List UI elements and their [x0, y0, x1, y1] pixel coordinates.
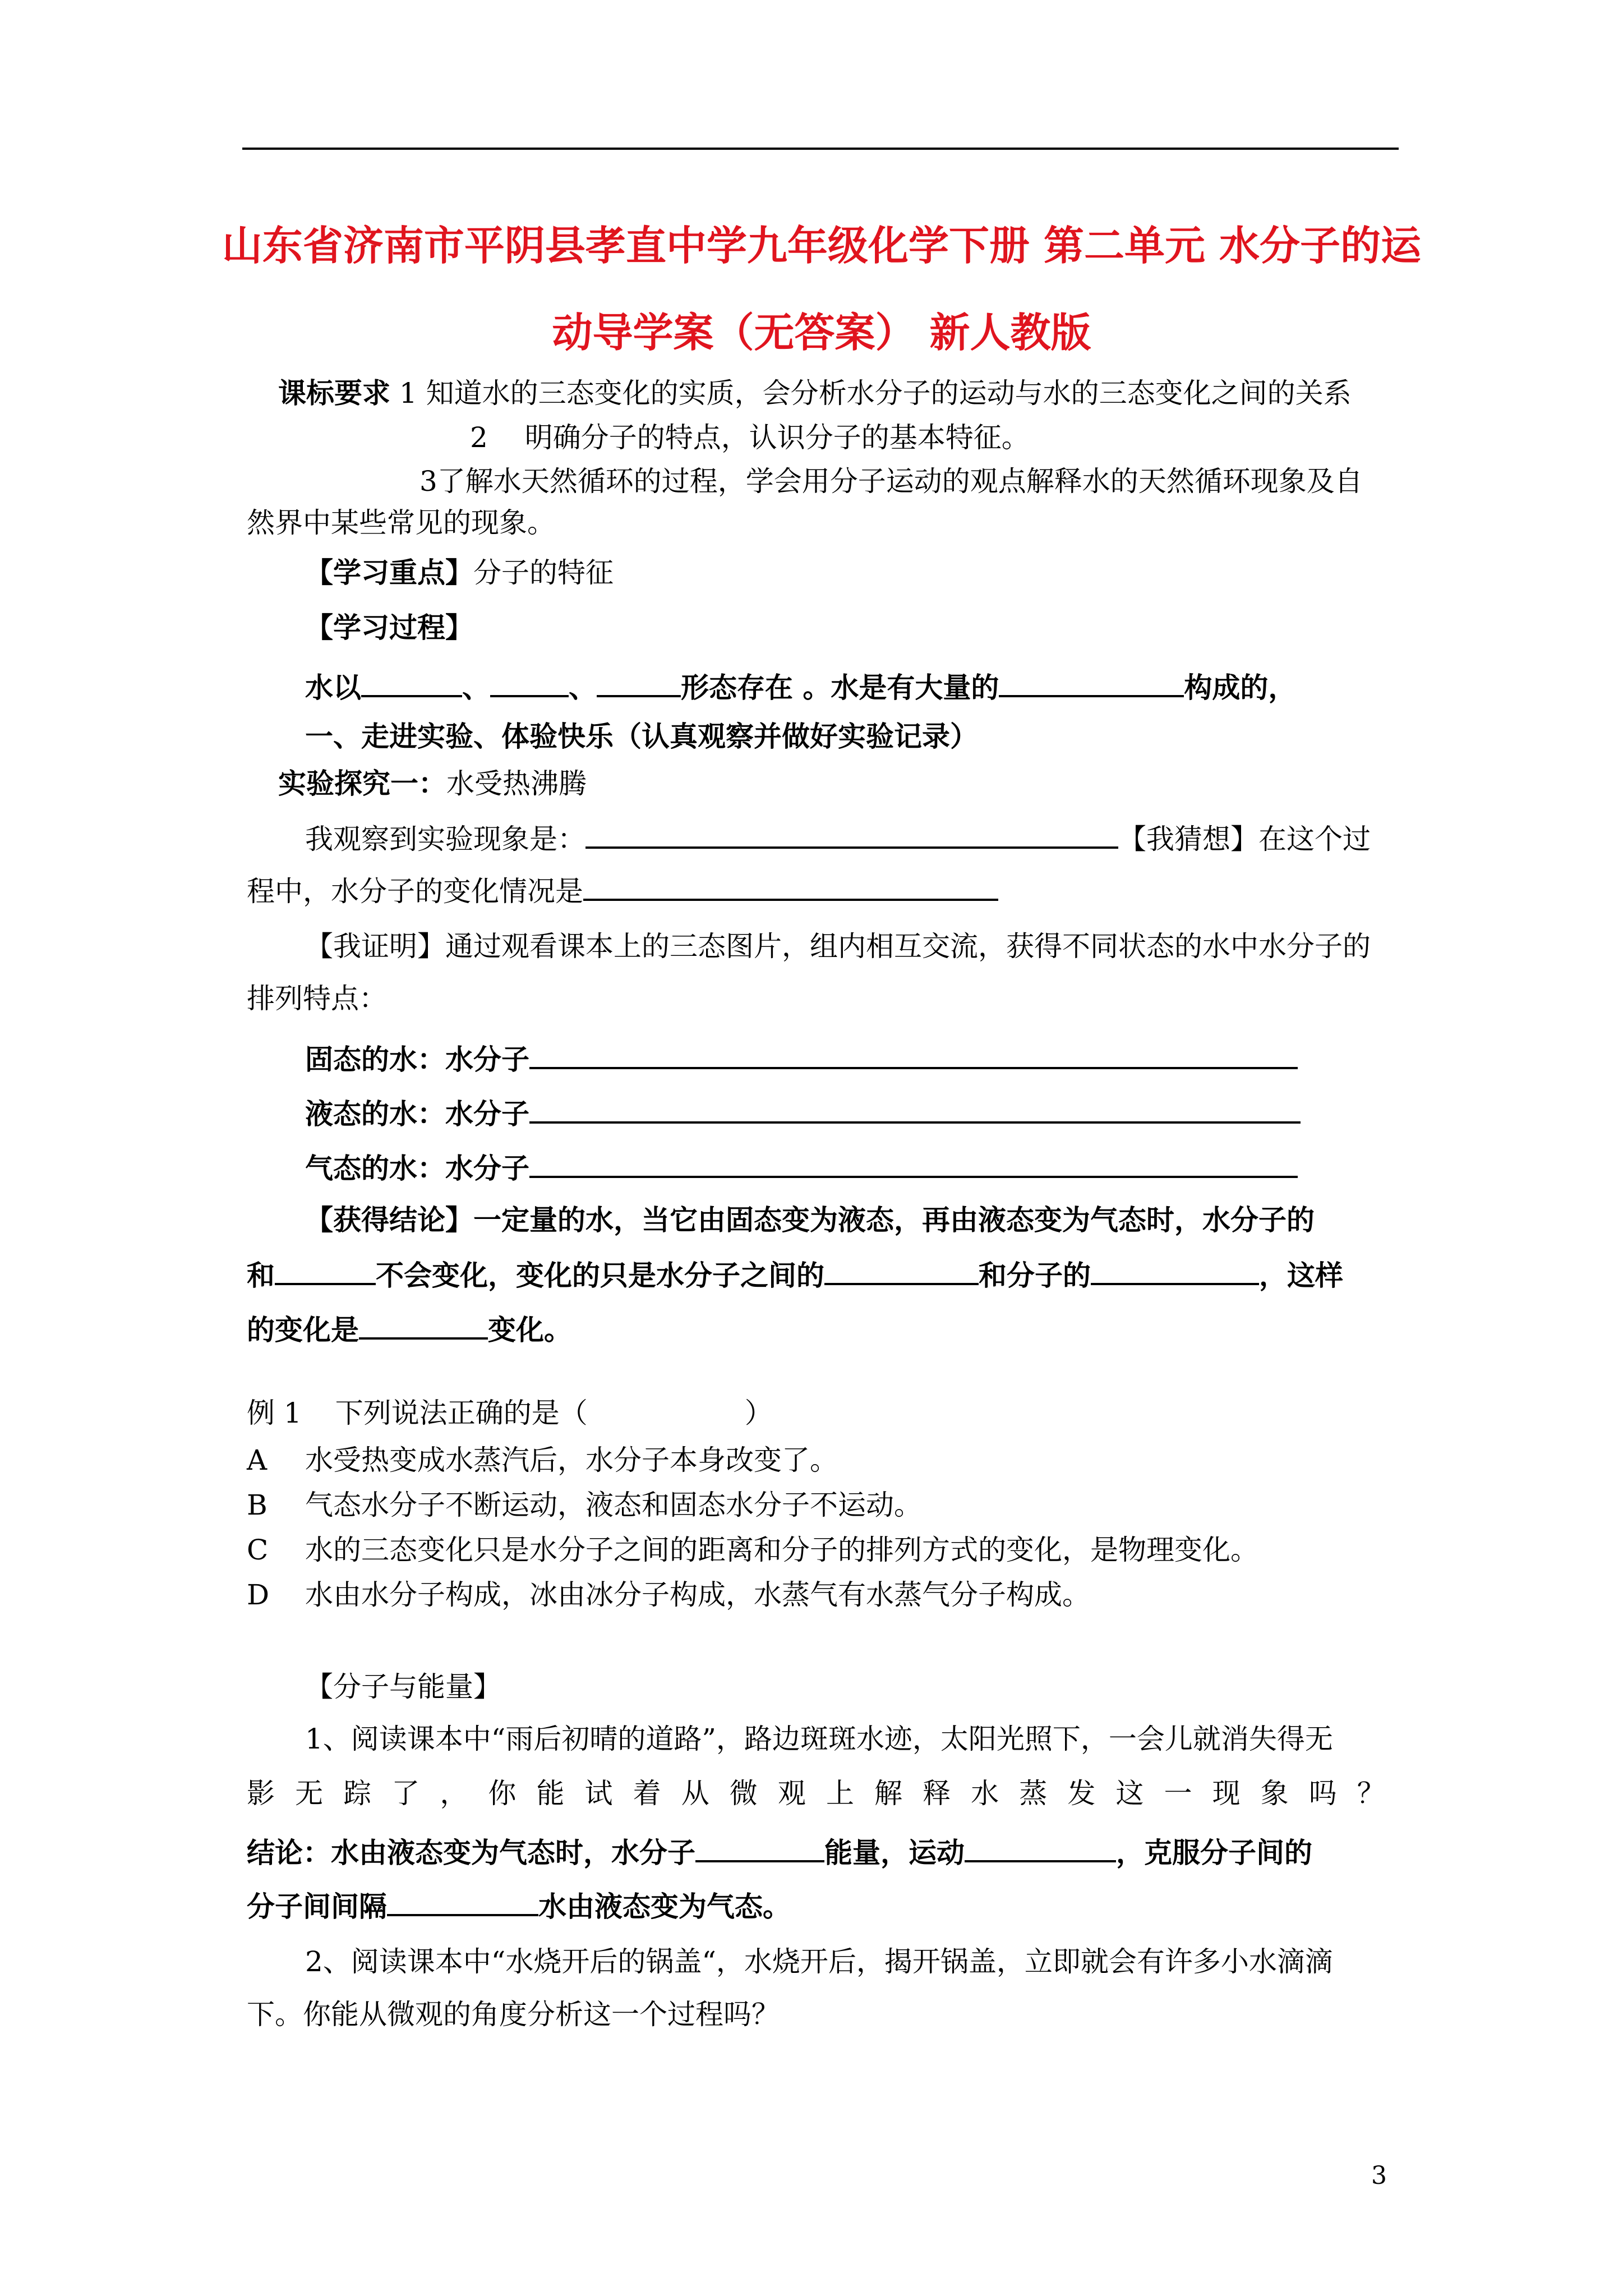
spaced-char: 能	[536, 1777, 565, 1810]
spaced-char: 着	[633, 1777, 661, 1810]
fill1-text-b: 、	[462, 671, 490, 704]
blank[interactable]	[824, 1258, 979, 1285]
energy-c2: 能量，运动	[824, 1837, 965, 1869]
spaced-char: 踪	[343, 1777, 372, 1810]
energy-c3: ，克服分子间的	[1116, 1837, 1312, 1869]
blank[interactable]	[597, 670, 681, 697]
blank[interactable]	[585, 822, 1118, 849]
experiment-1-label: 实验探究一：	[278, 767, 446, 800]
state-solid	[305, 1042, 1298, 1074]
energy-q1b	[247, 1777, 1385, 1810]
spaced-char: 无	[295, 1777, 324, 1810]
energy-q2b: 下。你能从微观的角度分析这一个过程吗？	[247, 1998, 780, 2031]
spaced-char: 解	[874, 1777, 903, 1810]
blank[interactable]	[529, 1151, 1298, 1178]
standards-item2: 2 明确分子的特点，认识分子的基本特征。	[470, 421, 1030, 454]
process-label: 【学习过程】	[305, 611, 473, 644]
spaced-char: 蒸	[1019, 1777, 1048, 1810]
option-letter: A	[247, 1444, 268, 1476]
blank[interactable]	[359, 1313, 488, 1340]
prove-text-a: 通过观看课本上的三态图片，组内相互交流，获得不同状态的水中水分子的	[445, 930, 1371, 963]
spaced-char: ，	[440, 1777, 468, 1810]
spaced-char: 一	[1164, 1777, 1192, 1810]
conclusion-b4: ，这样	[1259, 1259, 1343, 1292]
spaced-char: 发	[1067, 1777, 1096, 1810]
option-text: 气态水分子不断运动，液态和固态水分子不运动。	[305, 1489, 922, 1521]
energy-q1a: 1、阅读课本中“雨后初晴的道路”，路边斑斑水迹，太阳光照下，一会儿就消失得无	[305, 1723, 1333, 1755]
experiment-1	[278, 767, 587, 800]
energy-label: 【分子与能量】	[305, 1671, 501, 1703]
energy-conclusion-line-1	[247, 1835, 1312, 1867]
option-a[interactable]	[247, 1446, 838, 1474]
state-gas	[305, 1151, 1298, 1185]
blank[interactable]	[490, 670, 569, 697]
option-b[interactable]	[247, 1491, 922, 1519]
fill1-text-a: 水以	[305, 671, 361, 704]
spaced-char: 试	[584, 1777, 613, 1810]
prove-line	[305, 930, 1371, 963]
state-liquid-label: 液态的水：水分子	[305, 1098, 529, 1130]
doc-title-line1: 山东省济南市平阴县孝直中学九年级化学下册 第二单元 水分子的运	[222, 222, 1422, 269]
page-number: 3	[1371, 2161, 1387, 2190]
standards-item1: 1 知道水的三态变化的实质，会分析水分子的运动与水的三态变化之间的关系	[399, 377, 1352, 409]
standards-item3b: 然界中某些常见的现象。	[247, 507, 555, 539]
spaced-char: ？	[1357, 1777, 1385, 1810]
example-stem	[247, 1399, 773, 1427]
blank[interactable]	[529, 1042, 1298, 1069]
option-letter: D	[247, 1579, 270, 1611]
standards-item3a: 3了解水天然循环的过程，学会用分子运动的观点解释水的天然循环现象及自	[419, 465, 1363, 498]
conclusion-line-2	[247, 1258, 1343, 1290]
header-rule	[242, 148, 1399, 150]
guess-label: 【我猜想】	[1118, 823, 1258, 855]
spaced-char: 水	[971, 1777, 999, 1810]
option-letter: B	[247, 1489, 268, 1521]
spaced-char: 了	[391, 1777, 420, 1810]
option-d[interactable]	[247, 1581, 1090, 1609]
spaced-char: 影	[247, 1777, 275, 1810]
fill1-text-c: 、	[569, 671, 597, 704]
blank[interactable]	[1091, 1258, 1259, 1285]
focus-line	[305, 556, 614, 589]
focus-label: 【学习重点】	[305, 556, 473, 589]
observe-text-b: 程中，水分子的变化情况是	[247, 875, 583, 908]
spaced-char: 吗	[1308, 1777, 1337, 1810]
state-solid-label: 固态的水：水分子	[305, 1043, 529, 1076]
option-letter: C	[247, 1534, 269, 1566]
doc-title-line2: 动导学案（无答案） 新人教版	[552, 309, 1091, 356]
example-stem-text: 下列说法正确的是（	[335, 1397, 588, 1429]
spaced-char: 这	[1115, 1777, 1144, 1810]
prove-label: 【我证明】	[305, 930, 445, 963]
prove-text-b: 排列特点：	[247, 982, 387, 1015]
fill1-text-e: 构成的，	[1184, 671, 1297, 704]
example-close-paren: ）	[744, 1397, 773, 1429]
spaced-char: 释	[923, 1777, 951, 1810]
blank[interactable]	[695, 1835, 824, 1862]
example-label: 例 1	[247, 1397, 302, 1429]
fill1-text-d: 形态存在 。水是有大量的	[681, 671, 999, 704]
section-1-heading: 一、走进实验、体验快乐（认真观察并做好实验记录）	[305, 720, 978, 753]
state-liquid	[305, 1097, 1301, 1128]
fill-line-1	[305, 670, 1296, 702]
option-text: 水的三态变化只是水分子之间的距离和分子的排列方式的变化，是物理变化。	[305, 1534, 1258, 1566]
energy-d2: 水由液态变为气态。	[538, 1890, 791, 1923]
blank[interactable]	[999, 670, 1184, 697]
spaced-char: 上	[826, 1777, 854, 1810]
energy-q2a: 2、阅读课本中“水烧开后的锅盖“，水烧开后，揭开锅盖，立即就会有许多小水滴滴	[305, 1945, 1333, 1978]
conclusion-text-a: 一定量的水，当它由固态变为液态，再由液态变为气态时，水分子的	[473, 1204, 1315, 1236]
observe-line	[305, 822, 1371, 853]
conclusion-line-3	[247, 1313, 572, 1344]
observe-text: 我观察到实验现象是：	[305, 823, 585, 855]
guess-text: 在这个过	[1258, 823, 1371, 855]
spaced-char: 微	[729, 1777, 758, 1810]
conclusion-b2: 不会变化，变化的只是水分子之间的	[376, 1259, 824, 1292]
conclusion-b3: 和分子的	[979, 1259, 1091, 1292]
spaced-char: 从	[681, 1777, 709, 1810]
option-c[interactable]	[247, 1536, 1258, 1564]
spaced-char: 你	[488, 1777, 517, 1810]
conclusion-label: 【获得结论】	[305, 1204, 473, 1236]
blank[interactable]	[275, 1258, 376, 1285]
state-gas-label: 气态的水：水分子	[305, 1152, 529, 1185]
spaced-char: 现	[1212, 1777, 1241, 1810]
blank[interactable]	[387, 1889, 538, 1916]
conclusion-line-1	[305, 1206, 1315, 1234]
blank[interactable]	[583, 874, 998, 901]
conclusion-c1: 的变化是	[247, 1314, 359, 1346]
energy-d1: 分子间间隔	[247, 1890, 387, 1923]
spaced-char: 象	[1260, 1777, 1289, 1810]
conclusion-b1: 和	[247, 1259, 275, 1292]
experiment-1-text: 水受热沸腾	[446, 767, 587, 800]
spaced-char: 观	[777, 1777, 806, 1810]
option-text: 水由水分子构成，冰由冰分子构成，水蒸气有水蒸气分子构成。	[305, 1579, 1090, 1611]
energy-conclusion-line-2	[247, 1889, 791, 1921]
blank[interactable]	[965, 1835, 1116, 1862]
conclusion-c2: 变化。	[488, 1314, 572, 1346]
observe-line-2	[247, 874, 998, 908]
energy-c1: 结论：水由液态变为气态时，水分子	[247, 1837, 695, 1869]
focus-text: 分子的特征	[473, 556, 614, 589]
blank[interactable]	[361, 670, 462, 697]
standards-label: 课标要求	[278, 377, 390, 409]
standards-line1	[278, 379, 1352, 407]
option-text: 水受热变成水蒸汽后，水分子本身改变了。	[305, 1444, 838, 1476]
blank[interactable]	[529, 1097, 1301, 1124]
